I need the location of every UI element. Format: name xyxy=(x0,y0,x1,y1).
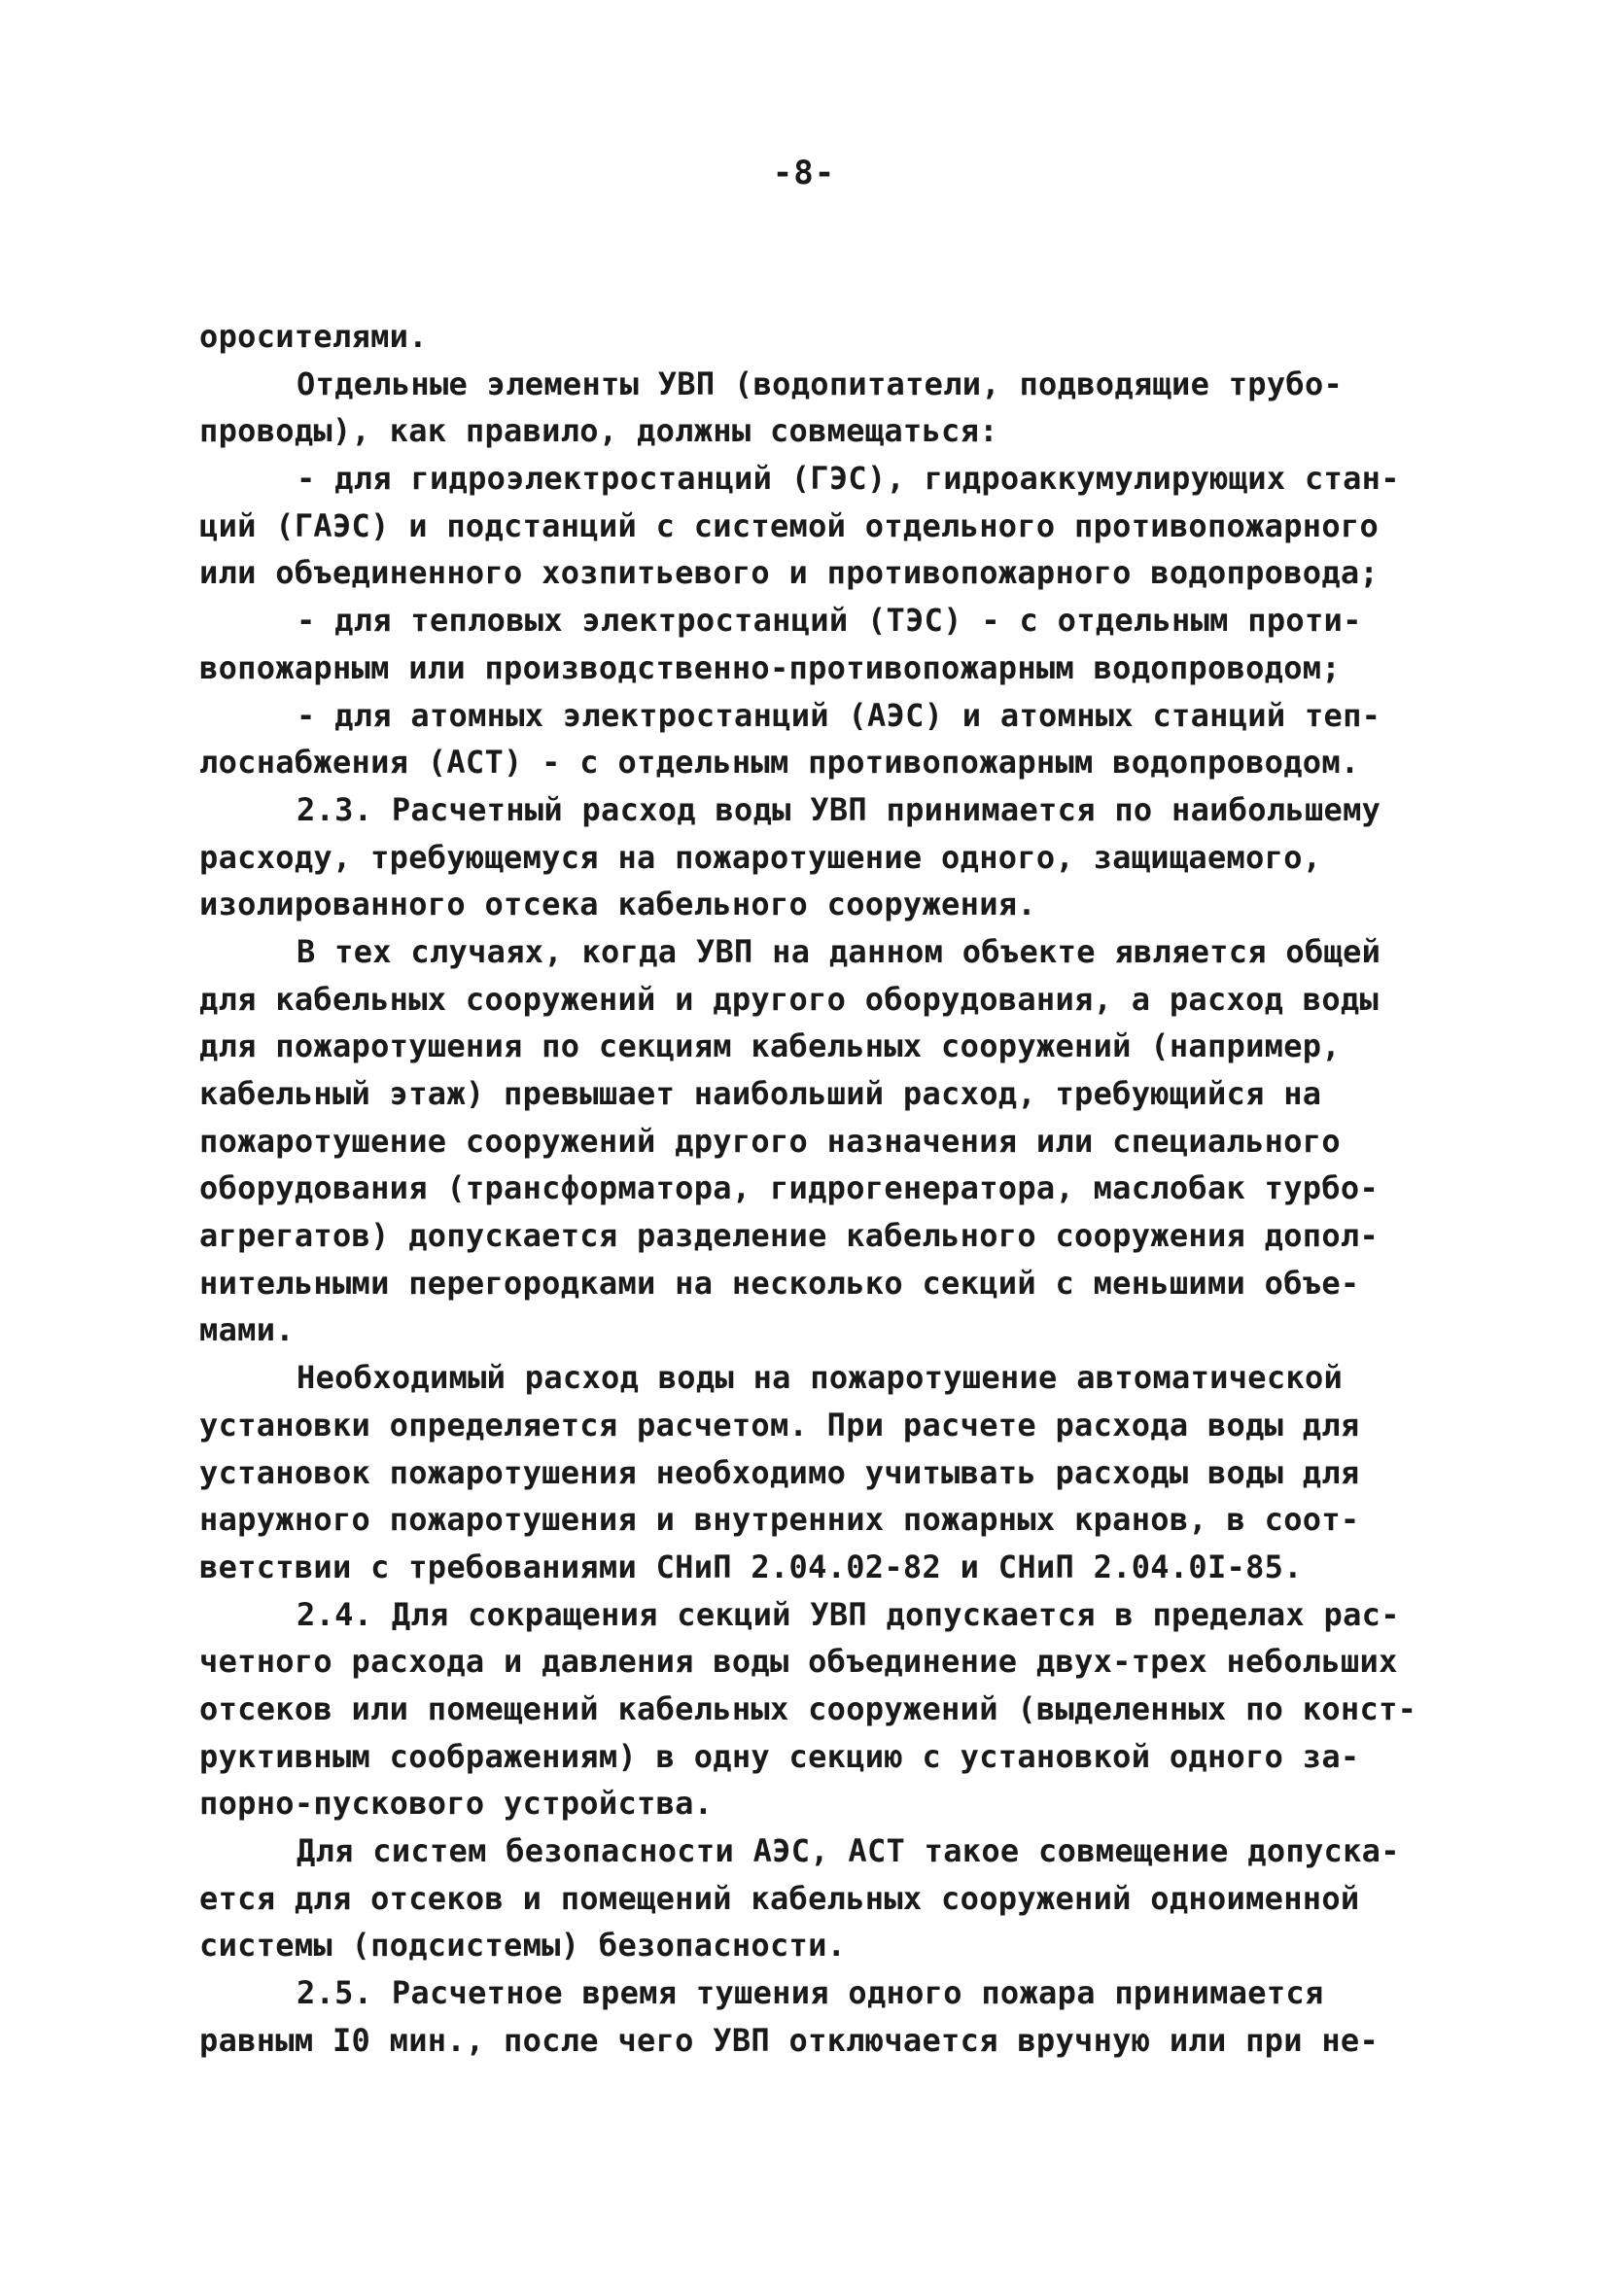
text-line: или объединенного хозпитьевого и противопожарного водопровода; xyxy=(199,554,1380,592)
text-line: проводы), как правило, должны совмещаться: xyxy=(199,412,998,450)
text-line: Для систем безопасности АЭС, АСТ такое совмещение допуска- xyxy=(297,1832,1400,1869)
text-line: ций (ГАЭС) и подстанций с системой отдельного противопожарного xyxy=(199,506,1380,544)
text-line: четного расхода и давления воды объединение двух-трех небольших xyxy=(199,1643,1398,1681)
text-line: вопожарным или производственно-противопожарным водопроводом; xyxy=(199,648,1341,686)
body-text xyxy=(199,313,1463,2064)
text-line: ется для отсеков и помещений кабельных сооружений одноименной xyxy=(199,1879,1360,1917)
text-line: руктивным соображениям) в одну секцию с установкой одного за- xyxy=(199,1737,1360,1775)
text-line: расходу, требующемуся на пожаротушение одного, защищаемого, xyxy=(199,838,1322,876)
text-line: оросителями. xyxy=(199,318,428,355)
text-line: отсеков или помещений кабельных сооружений (выделенных по конст- xyxy=(199,1689,1417,1727)
text-line: 2.3. Расчетный расход воды УВП принимается по наибольшему xyxy=(297,790,1381,828)
text-line: агрегатов) допускается разделение кабельного сооружения допол- xyxy=(199,1217,1380,1255)
text-line: наружного пожаротушения и внутренних пожарных кранов, в соот- xyxy=(199,1501,1360,1539)
text-line: ветствии с требованиями СНиП 2.04.02-82 и СНиП 2.04.0I-85. xyxy=(199,1548,1303,1585)
text-line: 2.4. Для сокращения секций УВП допускается в пределах рас- xyxy=(297,1595,1400,1633)
text-line: пожаротушение сооружений другого назначения или специального xyxy=(199,1122,1341,1160)
text-line: для кабельных сооружений и другого оборудования, а расход воды xyxy=(199,980,1380,1018)
text-line: лоснабжения (АСТ) - с отдельным противопожарным водопроводом. xyxy=(199,744,1360,782)
text-line: - для гидроэлектростанций (ГЭС), гидроаккумулирующих стан- xyxy=(297,460,1400,498)
text-line: равным I0 мин., после чего УВП отключается вручную или при не- xyxy=(199,2021,1380,2059)
text-line: кабельный этаж) превышает наибольший расход, требующийся на xyxy=(199,1075,1322,1112)
text-line: нительными перегородками на несколько секций с меньшими объе- xyxy=(199,1264,1360,1302)
text-line: 2.5. Расчетное время тушения одного пожара принимается xyxy=(297,1974,1324,2012)
text-line: порно-пускового устройства. xyxy=(199,1785,714,1823)
text-line: для пожаротушения по секциям кабельных сооружений (например, xyxy=(199,1027,1341,1065)
text-line: - для атомных электростанций (АЭС) и атомных станций теп- xyxy=(297,696,1381,734)
page-number: -8- xyxy=(772,154,836,192)
text-line: В тех случаях, когда УВП на данном объекте является общей xyxy=(297,932,1381,970)
text-line: установок пожаротушения необходимо учитывать расходы воды для xyxy=(199,1453,1360,1491)
text-line: - для тепловых электростанций (ТЭС) - с отдельным проти- xyxy=(297,602,1362,640)
text-line: Необходимый расход воды на пожаротушение автоматической xyxy=(297,1359,1344,1397)
text-line: Отдельные элементы УВП (водопитатели, подводящие трубо- xyxy=(297,365,1344,402)
text-line: мами. xyxy=(199,1311,295,1349)
text-line: установки определяется расчетом. При расчете расхода воды для xyxy=(199,1406,1360,1444)
text-line: оборудования (трансформатора, гидрогенератора, маслобак турбо- xyxy=(199,1169,1380,1207)
text-line: изолированного отсека кабельного сооружения. xyxy=(199,886,1036,923)
text-line: системы (подсистемы) безопасности. xyxy=(199,1927,847,1965)
